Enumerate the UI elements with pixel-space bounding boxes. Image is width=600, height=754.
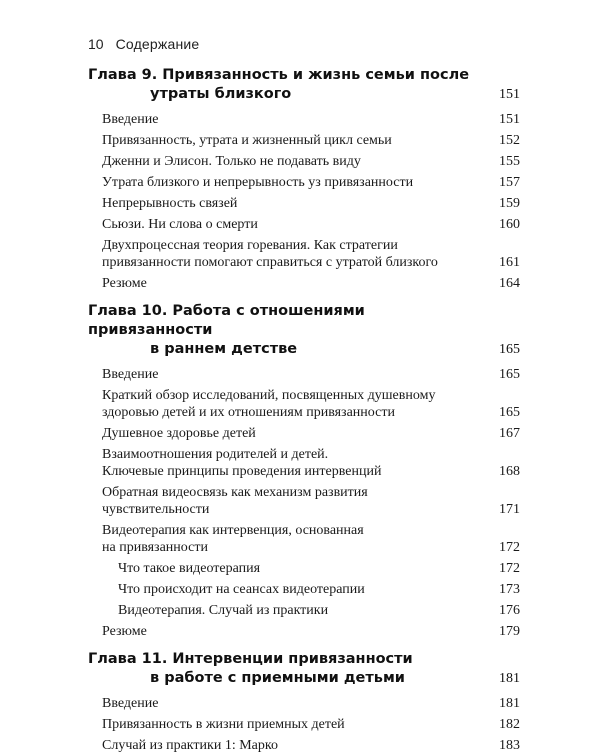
toc-entry — [88, 237, 520, 271]
entry-text: Непрерывность связей — [102, 196, 238, 211]
chapter-title — [88, 66, 520, 104]
entry-text: Душевное здоровье детей — [102, 426, 256, 441]
entry-page: 182 — [499, 717, 520, 732]
toc-entry — [88, 695, 520, 712]
chapter-title — [88, 650, 520, 688]
entry-page: 159 — [499, 196, 520, 211]
chapter-title-line2: в раннем детстве — [150, 341, 298, 357]
toc-entry — [88, 425, 520, 442]
running-title: Содержание — [115, 36, 200, 52]
chapter-page: 151 — [499, 87, 520, 102]
running-header — [88, 36, 199, 52]
toc-entry — [88, 216, 520, 233]
entry-text-line2: привязанности помогают справиться с утратой близкого — [102, 255, 438, 270]
entry-page: 172 — [499, 540, 520, 555]
entry-page: 157 — [499, 175, 520, 190]
toc-entry — [88, 132, 520, 149]
toc-entry — [88, 446, 520, 480]
chapter-title — [88, 302, 520, 359]
entry-page: 181 — [499, 696, 520, 711]
chapter-title-line2: в работе с приемными детьми — [150, 670, 405, 686]
entry-page: 183 — [499, 738, 520, 753]
entry-text-line2: Ключевые принципы проведения интервенций — [102, 464, 382, 479]
entry-text: Сьюзи. Ни слова о смерти — [102, 217, 258, 232]
entry-text: Обратная видеосвязь как механизм развития — [102, 485, 368, 500]
entry-page: 160 — [499, 217, 520, 232]
chapter-page: 181 — [499, 671, 520, 686]
entry-page: 176 — [499, 603, 520, 618]
chapter-10 — [88, 302, 520, 640]
toc-entry — [88, 174, 520, 191]
chapter-title-line2: утраты близкого — [150, 86, 292, 102]
entry-page: 152 — [499, 133, 520, 148]
toc-entry — [88, 111, 520, 128]
toc-subentry — [88, 581, 520, 598]
page-number: 10 — [88, 36, 104, 52]
entry-text: Дженни и Элисон. Только не подавать виду — [102, 154, 361, 169]
entry-page: 167 — [499, 426, 520, 441]
entry-page: 161 — [499, 255, 520, 270]
chapter-9 — [88, 66, 520, 292]
entry-text: Краткий обзор исследований, посвященных душевному — [102, 388, 436, 403]
toc-entry — [88, 153, 520, 170]
toc-entry — [88, 366, 520, 383]
entry-page: 172 — [499, 561, 520, 576]
entry-text: Введение — [102, 367, 159, 382]
entry-text: Введение — [102, 696, 159, 711]
toc-entry — [88, 623, 520, 640]
entry-text: Что такое видеотерапия — [118, 561, 261, 576]
entry-page: 151 — [499, 112, 520, 127]
entry-page: 164 — [499, 276, 520, 291]
entry-text-line2: на привязанности — [102, 540, 208, 555]
entry-text-line2: чувствительности — [102, 502, 210, 517]
entry-text: Привязанность в жизни приемных детей — [102, 717, 345, 732]
toc-entry — [88, 387, 520, 421]
chapter-page: 165 — [499, 342, 520, 357]
toc-entry — [88, 195, 520, 212]
chapter-11 — [88, 650, 520, 754]
toc-subentry — [88, 560, 520, 577]
entry-page: 165 — [499, 367, 520, 382]
toc-entry — [88, 737, 520, 754]
chapter-title-line1: Глава 9. Привязанность и жизнь семьи после — [88, 67, 470, 83]
toc-entry — [88, 275, 520, 292]
entry-page: 171 — [499, 502, 520, 517]
chapter-title-line1: Глава 11. Интервенции привязанности — [88, 651, 413, 667]
toc-entry — [88, 484, 520, 518]
entry-text: Случай из практики 1: Марко — [102, 738, 278, 753]
entry-page: 165 — [499, 405, 520, 420]
entry-page: 168 — [499, 464, 520, 479]
entry-text: Взаимоотношения родителей и детей. — [102, 447, 329, 462]
toc-entry — [88, 716, 520, 733]
entry-text: Видеотерапия как интервенция, основанная — [102, 523, 364, 538]
entry-page: 173 — [499, 582, 520, 597]
entry-text: Резюме — [102, 276, 147, 291]
entry-page: 155 — [499, 154, 520, 169]
entry-text: Введение — [102, 112, 159, 127]
entry-text: Что происходит на сеансах видеотерапии — [118, 582, 365, 597]
entry-text: Утрата близкого и непрерывность уз привязанности — [102, 175, 414, 190]
toc-entry — [88, 522, 520, 556]
chapter-title-line1: Глава 10. Работа с отношениями привязанности — [88, 303, 365, 338]
entry-text: Видеотерапия. Случай из практики — [118, 603, 329, 618]
table-of-contents — [88, 66, 520, 754]
toc-subentry — [88, 602, 520, 619]
entry-text-line2: здоровью детей и их отношениям привязанности — [102, 405, 395, 420]
entry-text: Резюме — [102, 624, 147, 639]
entry-text: Двухпроцессная теория горевания. Как стратегии — [102, 238, 398, 253]
entry-page: 179 — [499, 624, 520, 639]
entry-text: Привязанность, утрата и жизненный цикл семьи — [102, 133, 392, 148]
